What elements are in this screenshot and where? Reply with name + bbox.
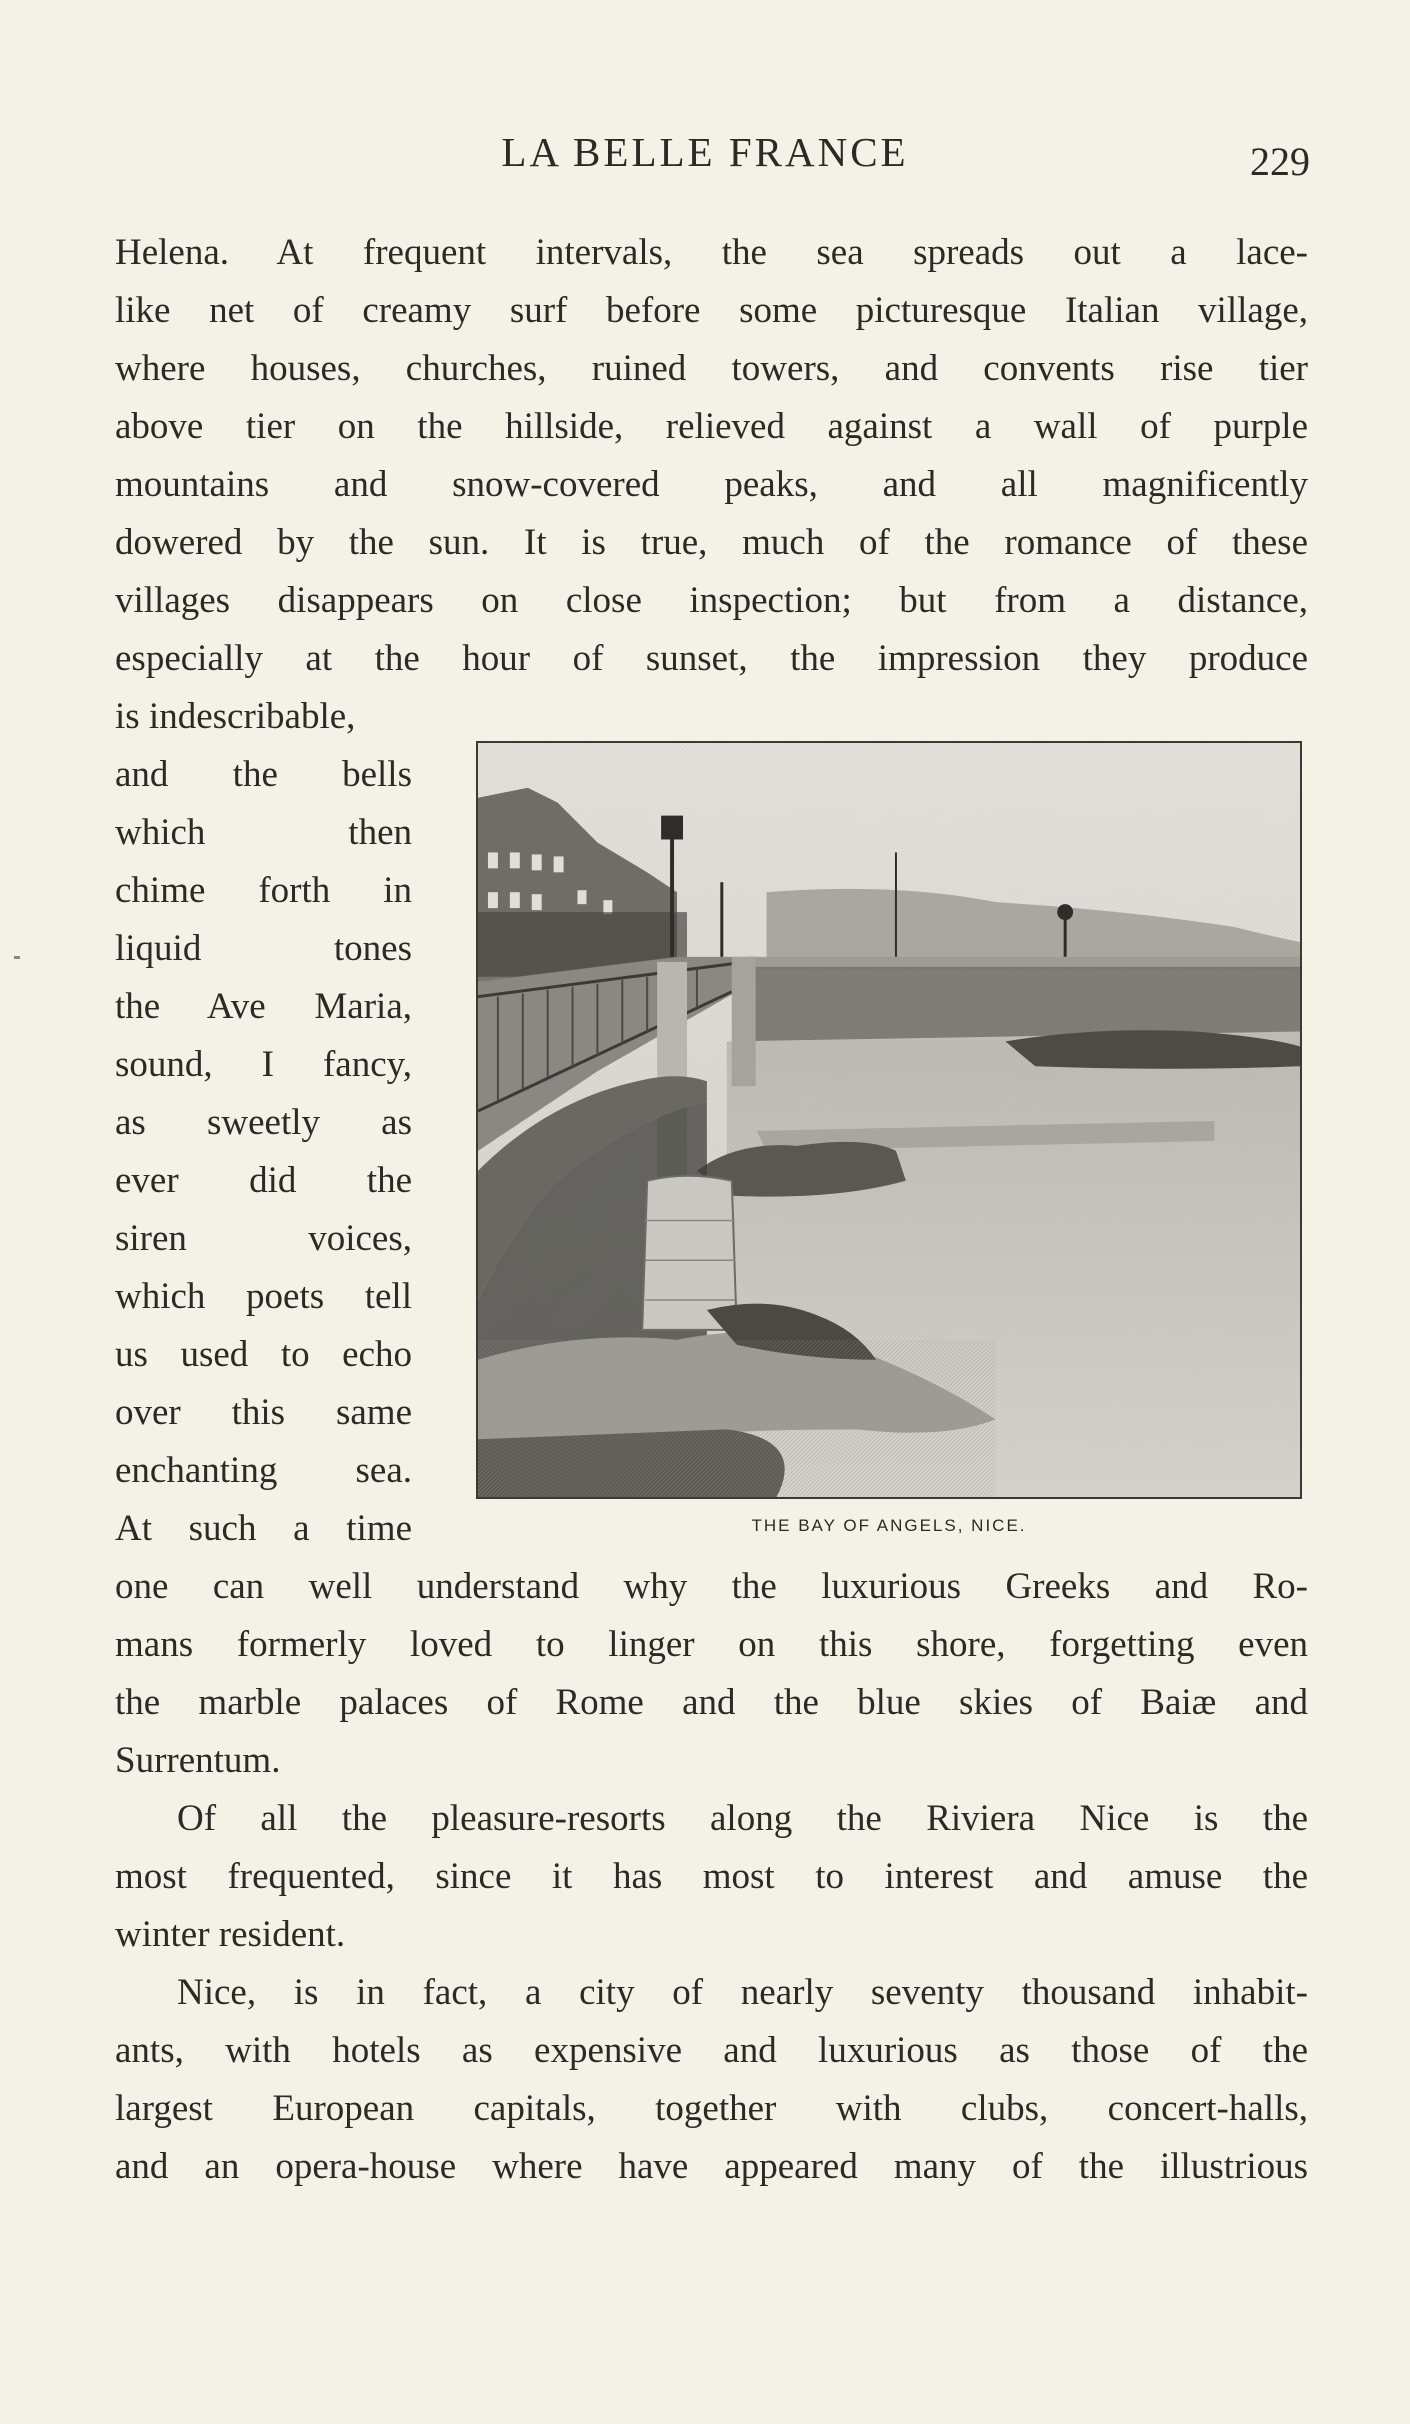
column-line: us used to echo bbox=[115, 1334, 412, 1375]
text-line: above tier on the hillside, relieved against a wall of purple bbox=[115, 406, 1308, 447]
paragraph-line: and an opera-house where have appeared many of the illustrious bbox=[115, 2146, 1308, 2187]
column-line: which poets tell bbox=[115, 1276, 412, 1317]
text-line: especially at the hour of sunset, the impression they produce bbox=[115, 638, 1308, 679]
column-line: enchanting sea. bbox=[115, 1450, 412, 1491]
figure-caption: THE BAY OF ANGELS, NICE. bbox=[751, 1516, 1027, 1535]
text-line: one can well understand why the luxurious Greeks and Ro- bbox=[115, 1566, 1308, 1607]
text-line: where houses, churches, ruined towers, and convents rise tier bbox=[115, 348, 1308, 389]
running-head bbox=[0, 128, 1410, 188]
column-line: which then bbox=[115, 812, 412, 853]
paragraph-line: ants, with hotels as expensive and luxurious as those of the bbox=[115, 2030, 1308, 2071]
paragraph-line: most frequented, since it has most to interest and amuse the bbox=[115, 1856, 1308, 1897]
text-line: Helena. At frequent intervals, the sea spreads out a lace- bbox=[115, 232, 1308, 273]
column-line: as sweetly as bbox=[115, 1102, 412, 1143]
paragraph-line: largest European capitals, together with clubs, concert-halls, bbox=[115, 2088, 1308, 2129]
photo-illustration bbox=[478, 743, 1300, 1497]
column-line: liquid tones bbox=[115, 928, 412, 969]
column-line: the Ave Maria, bbox=[115, 986, 412, 1027]
column-line: and the bells bbox=[115, 754, 412, 795]
column-line: chime forth in bbox=[115, 870, 412, 911]
paragraph-line: Of all the pleasure-resorts along the Riviera Nice is the bbox=[177, 1798, 1308, 1839]
column-line: is indescribable, bbox=[115, 696, 356, 737]
text-line: dowered by the sun. It is true, much of the romance of these bbox=[115, 522, 1308, 563]
text-line: the marble palaces of Rome and the blue skies of Baiæ and bbox=[115, 1682, 1308, 1723]
paragraph-line: Nice, is in fact, a city of nearly seventy thousand inhabit- bbox=[177, 1972, 1308, 2013]
column-line: ever did the bbox=[115, 1160, 412, 1201]
column-line: siren voices, bbox=[115, 1218, 412, 1259]
text-line: mans formerly loved to linger on this shore, forgetting even bbox=[115, 1624, 1308, 1665]
figure-bay-of-angels-photo bbox=[476, 741, 1302, 1499]
column-line: At such a time bbox=[115, 1508, 412, 1549]
text-line: like net of creamy surf before some picturesque Italian village, bbox=[115, 290, 1308, 331]
paragraph-line: winter resident. bbox=[115, 1914, 346, 1955]
page-number: 229 bbox=[1250, 139, 1310, 184]
margin-mark bbox=[14, 956, 20, 959]
column-line: sound, I fancy, bbox=[115, 1044, 412, 1085]
text-line: Surrentum. bbox=[115, 1740, 281, 1781]
text-line: mountains and snow-covered peaks, and all magnificently bbox=[115, 464, 1308, 505]
text-line: villages disappears on close inspection; but from a distance, bbox=[115, 580, 1308, 621]
column-line: over this same bbox=[115, 1392, 412, 1433]
running-title: LA BELLE FRANCE bbox=[501, 129, 909, 175]
